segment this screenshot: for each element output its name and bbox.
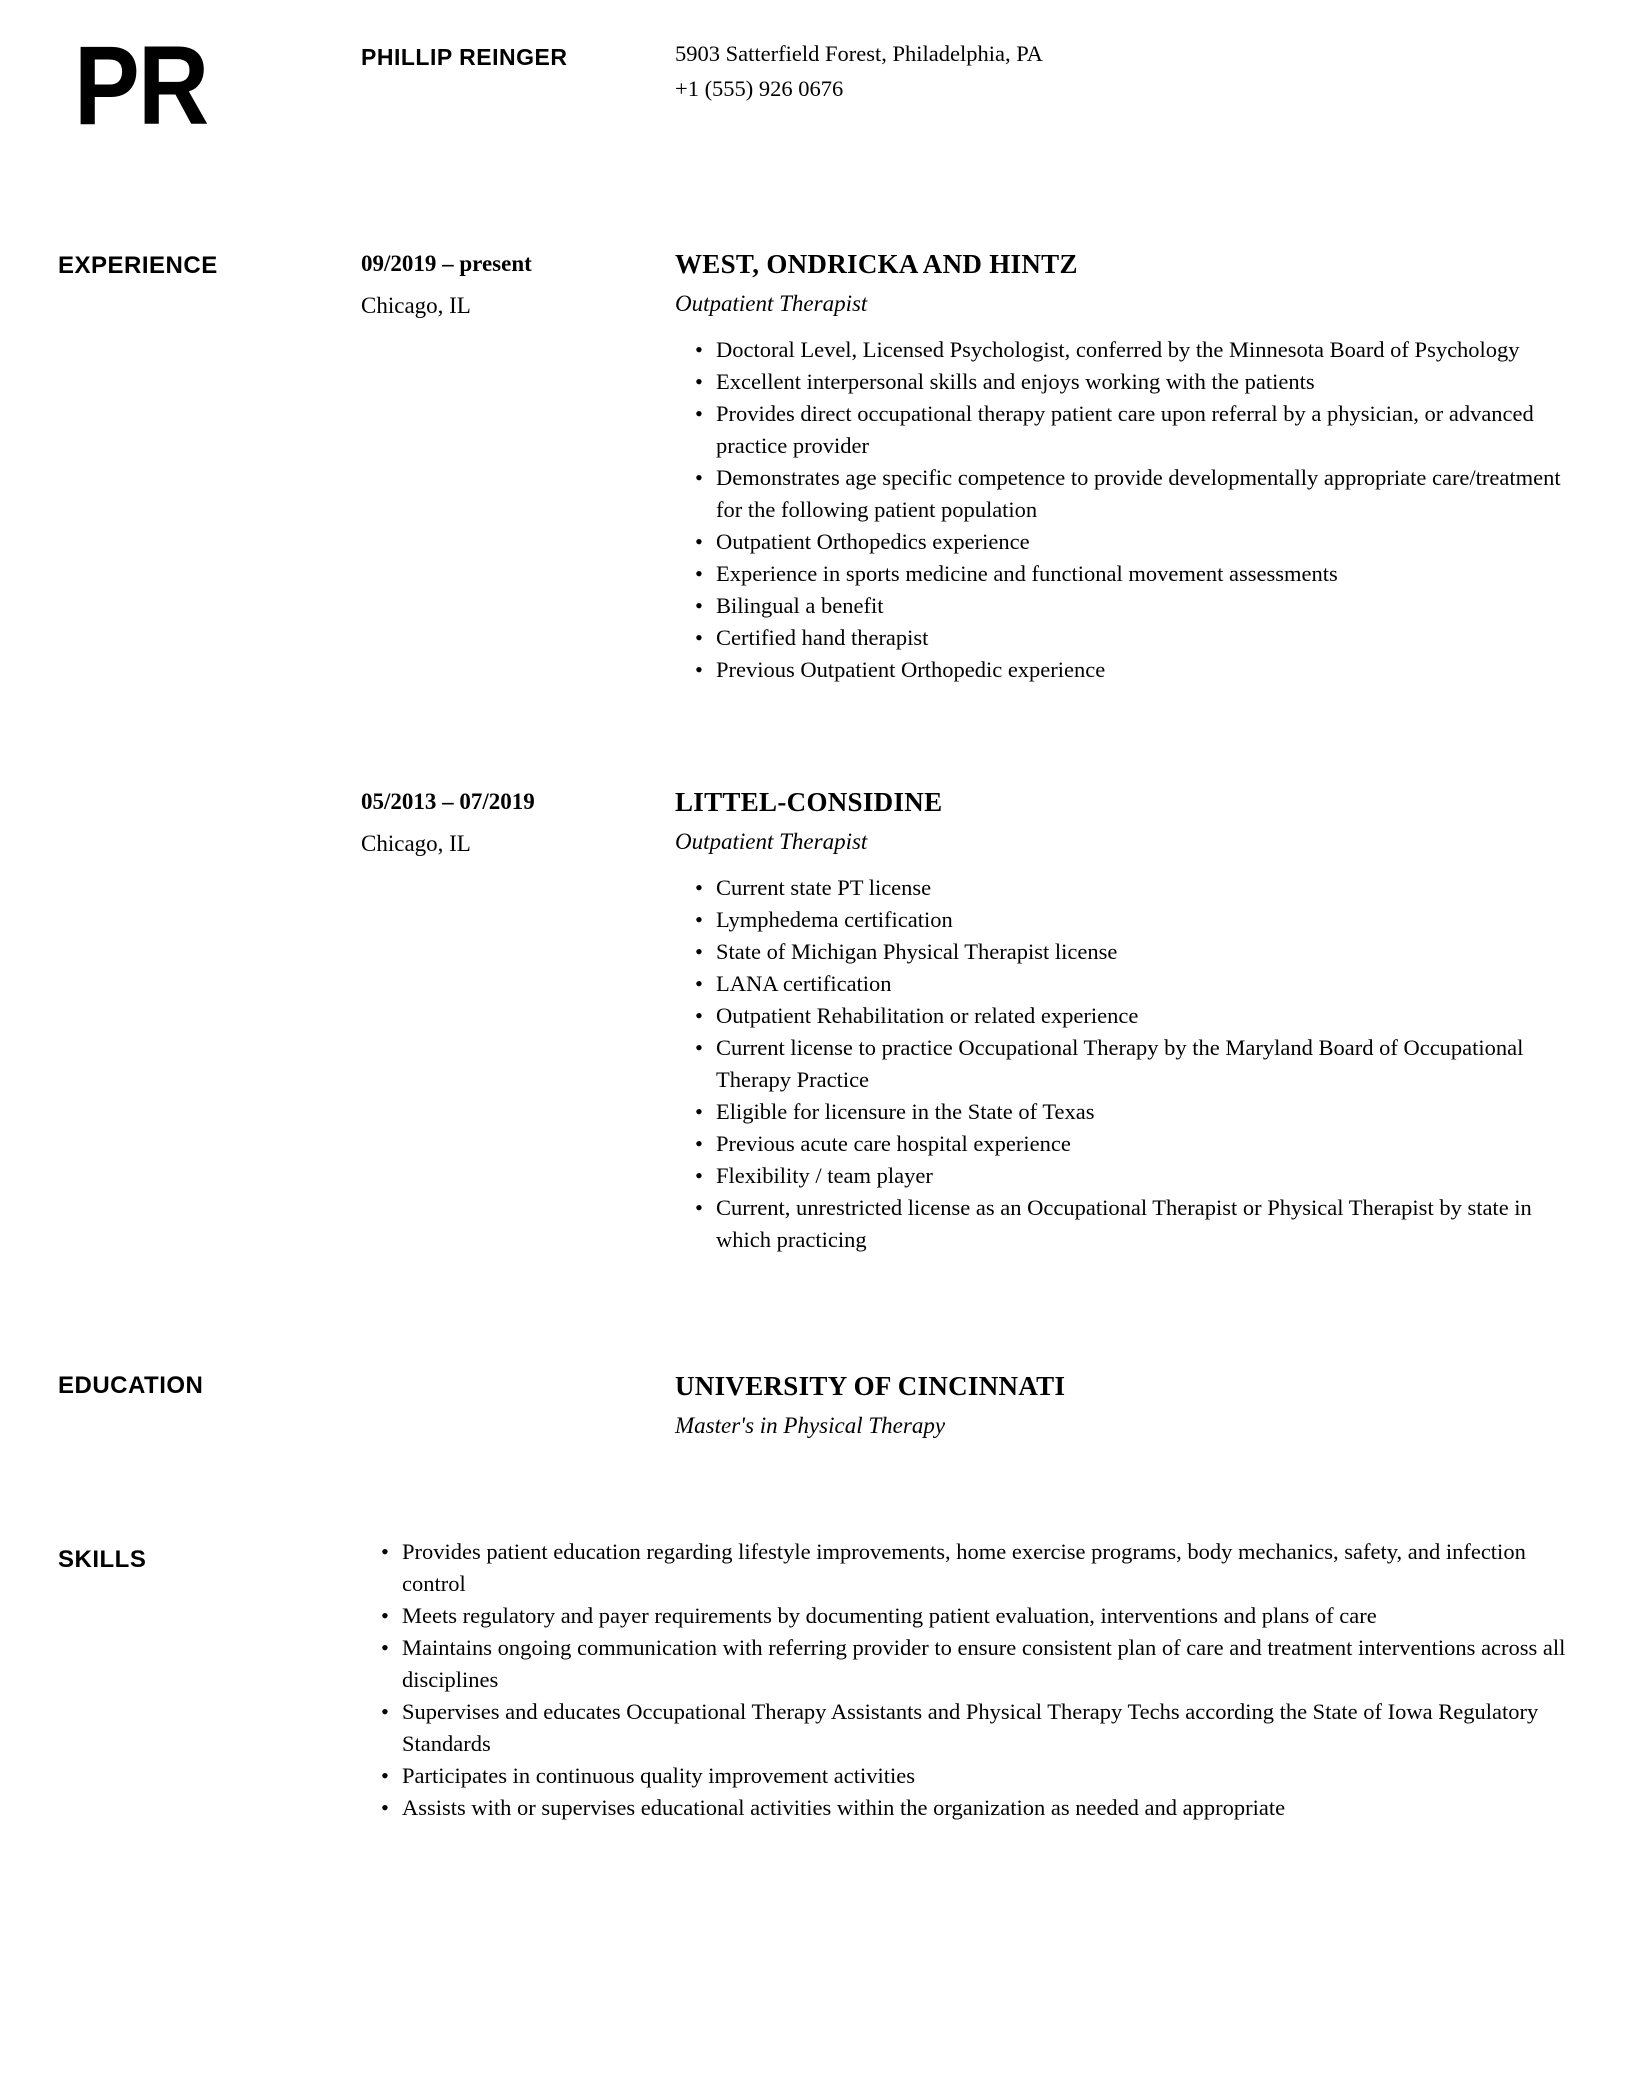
section-label-education: EDUCATION [58,1372,204,1399]
skills-bullet-item: • Participates in continuous quality improvement activities [402,1760,1568,1792]
job-location: Chicago, IL [361,293,471,318]
section-label-experience: EXPERIENCE [58,252,218,279]
job-bullet-item: • LANA certification [716,968,1571,1000]
job-bullet-item: • Previous Outpatient Orthopedic experience [716,654,1571,686]
job-body [675,248,1571,686]
job-bullet-item: • Eligible for licensure in the State of Texas [716,1096,1571,1128]
experience-entry [361,786,1571,1256]
education-school: UNIVERSITY OF CINCINNATI [675,1371,1066,1401]
job-bullet-item: • Doctoral Level, Licensed Psychologist, conferred by the Minnesota Board of Psychology [716,334,1571,366]
job-company: LITTEL-CONSIDINE [675,787,943,817]
job-dates: 09/2019 – present [361,251,532,276]
job-dates: 05/2013 – 07/2019 [361,789,535,814]
job-bullet-item: • Outpatient Rehabilitation or related experience [716,1000,1571,1032]
job-company: WEST, ONDRICKA AND HINTZ [675,249,1078,279]
job-bullet-item: • Certified hand therapist [716,622,1571,654]
job-meta [361,786,675,1256]
skills-bullet-item: • Assists with or supervises educational activities within the organization as needed and appropriate [402,1792,1568,1824]
job-bullet-item: • Outpatient Orthopedics experience [716,526,1571,558]
education-degree: Master's in Physical Therapy [675,1413,946,1438]
skills-bullet-item: • Supervises and educates Occupational Therapy Assistants and Physical Therapy Techs according the State of Iowa Regulatory Standards [402,1696,1568,1760]
job-bullet-item: • Flexibility / team player [716,1160,1571,1192]
section-label-skills: SKILLS [58,1546,147,1573]
job-bullet-item: • Demonstrates age specific competence to provide developmentally appropriate care/treatment for the following patient population [716,462,1571,526]
education-entry [675,1370,1065,1442]
skills-section [361,1536,1568,1824]
job-bullet-list [675,334,1571,686]
job-bullet-item: • State of Michigan Physical Therapist license [716,936,1571,968]
monogram-initials: PR [74,23,208,148]
job-bullet-item: • Current state PT license [716,872,1571,904]
contact-address: 5903 Satterfield Forest, Philadelphia, PA [675,41,1043,66]
job-title: Outpatient Therapist [675,829,868,854]
job-bullet-item: • Provides direct occupational therapy patient care upon referral by a physician, or advanced practice provider [716,398,1571,462]
skills-bullet-item: • Maintains ongoing communication with referring provider to ensure consistent plan of care and treatment interventions across all disciplines [402,1632,1568,1696]
job-meta [361,248,675,686]
job-bullet-item: • Bilingual a benefit [716,590,1571,622]
experience-entry [361,248,1571,686]
job-body [675,786,1571,1256]
skills-bullet-item: • Meets regulatory and payer requirements by documenting patient evaluation, interventions and plans of care [402,1600,1568,1632]
job-bullet-item: • Lymphedema certification [716,904,1571,936]
job-bullet-item: • Current license to practice Occupational Therapy by the Maryland Board of Occupational Therapy Practice [716,1032,1571,1096]
job-bullet-item: • Experience in sports medicine and functional movement assessments [716,558,1571,590]
job-location: Chicago, IL [361,831,471,856]
contact-block [675,36,1043,106]
job-bullet-list [675,872,1571,1256]
job-bullet-item: • Excellent interpersonal skills and enjoys working with the patients [716,366,1571,398]
job-bullet-item: • Current, unrestricted license as an Occupational Therapist or Physical Therapist by state in which practicing [716,1192,1571,1256]
person-name: PHILLIP REINGER [361,44,568,70]
job-bullet-item: • Previous acute care hospital experience [716,1128,1571,1160]
contact-phone: +1 (555) 926 0676 [675,76,844,101]
skills-bullet-item: • Provides patient education regarding lifestyle improvements, home exercise programs, body mechanics, safety, and infection control [402,1536,1568,1600]
job-title: Outpatient Therapist [675,291,868,316]
skills-bullet-list [361,1536,1568,1824]
